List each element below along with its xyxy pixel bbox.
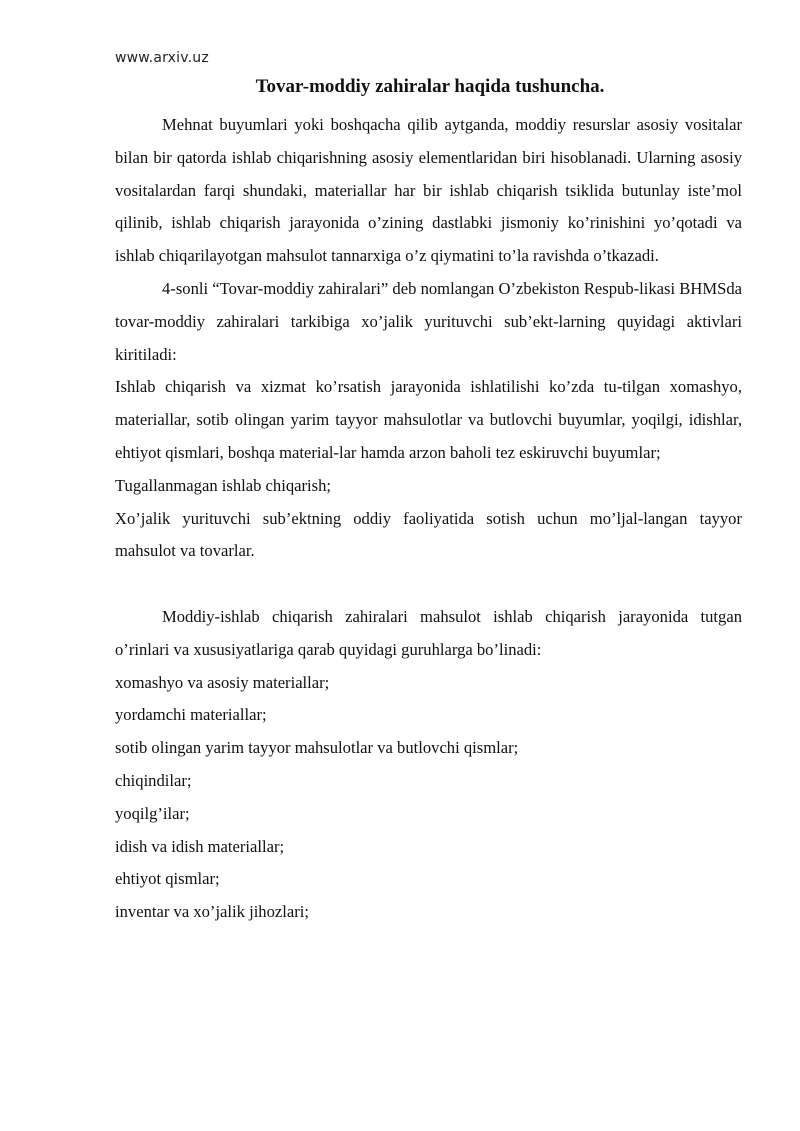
list-item: idish va idish materiallar; — [115, 836, 285, 856]
paragraph-spacer — [115, 568, 742, 601]
list-item: yordamchi materiallar; — [115, 705, 267, 725]
list-item: Tugallanmagan ishlab chiqarish; — [115, 475, 331, 495]
paragraph-groups: Moddiy-ishlab chiqarish zahiralari mahsulot ishlab chiqarish jarayonida tutgan o’rinlari va xususiyatlariga qarab quyidagi guruhlarga bo’linadi: — [115, 606, 742, 659]
document-title: Tovar-moddiy zahiralar haqida tushuncha. — [255, 76, 605, 97]
list-item: Ishlab chiqarish va xizmat ko’rsatish jarayonida ishlatilishi ko’zda tu-tilgan xomashyo, materiallar, sotib olingan yarim tayyor mahsulotlar va butlovchi buyumlar, yoqilgi, idishlar, ehtiyot qismlari, boshqa material-lar hamda arzon baholi tez eskiruvchi buyumlar; — [115, 377, 742, 462]
paragraph-intro: Mehnat buyumlari yoki boshqacha qilib aytganda, moddiy resurslar asosiy vositalar bilan bir qatorda ishlab chiqarishning asosiy elementlaridan biri hisoblanadi. Ularning asosiy vositalardan farqi shundaki, materiallar har bir ishlab chiqarish tsiklida butunlay iste’mol qilinib, ishlab chiqarish jarayonida o’zining dastlabki jismoniy ko’rinishini yo’qotadi va ishlab chiqarilayotgan mahsulot tannarxiga o’z qiymatini to’la ravishda o’tkazadi. — [115, 115, 742, 266]
list-item: xomashyo va asosiy materiallar; — [115, 672, 330, 692]
list-item: chiqindilar; — [115, 770, 192, 790]
list-item: sotib olingan yarim tayyor mahsulotlar va butlovchi qismlar; — [115, 738, 519, 758]
list-item: ehtiyot qismlar; — [115, 869, 220, 889]
document-body — [115, 109, 742, 929]
paragraph-standard: 4-sonli “Tovar-moddiy zahiralari” deb nomlangan O’zbekiston Respub-likasi BHMSda tovar-moddiy zahiralari tarkibiga xo’jalik yurituvchi sub’ekt-larning quyidagi aktivlari kiritiladi: — [115, 278, 742, 364]
list-item: inventar va xo’jalik jihozlari; — [115, 902, 309, 922]
list-item: yoqilg’ilar; — [115, 803, 190, 823]
list-item: Xo’jalik yurituvchi sub’ektning oddiy faoliyatida sotish uchun mo’ljal-langan tayyor mahsulot va tovarlar. — [115, 508, 742, 561]
site-url[interactable]: www.arxiv.uz — [115, 50, 209, 66]
